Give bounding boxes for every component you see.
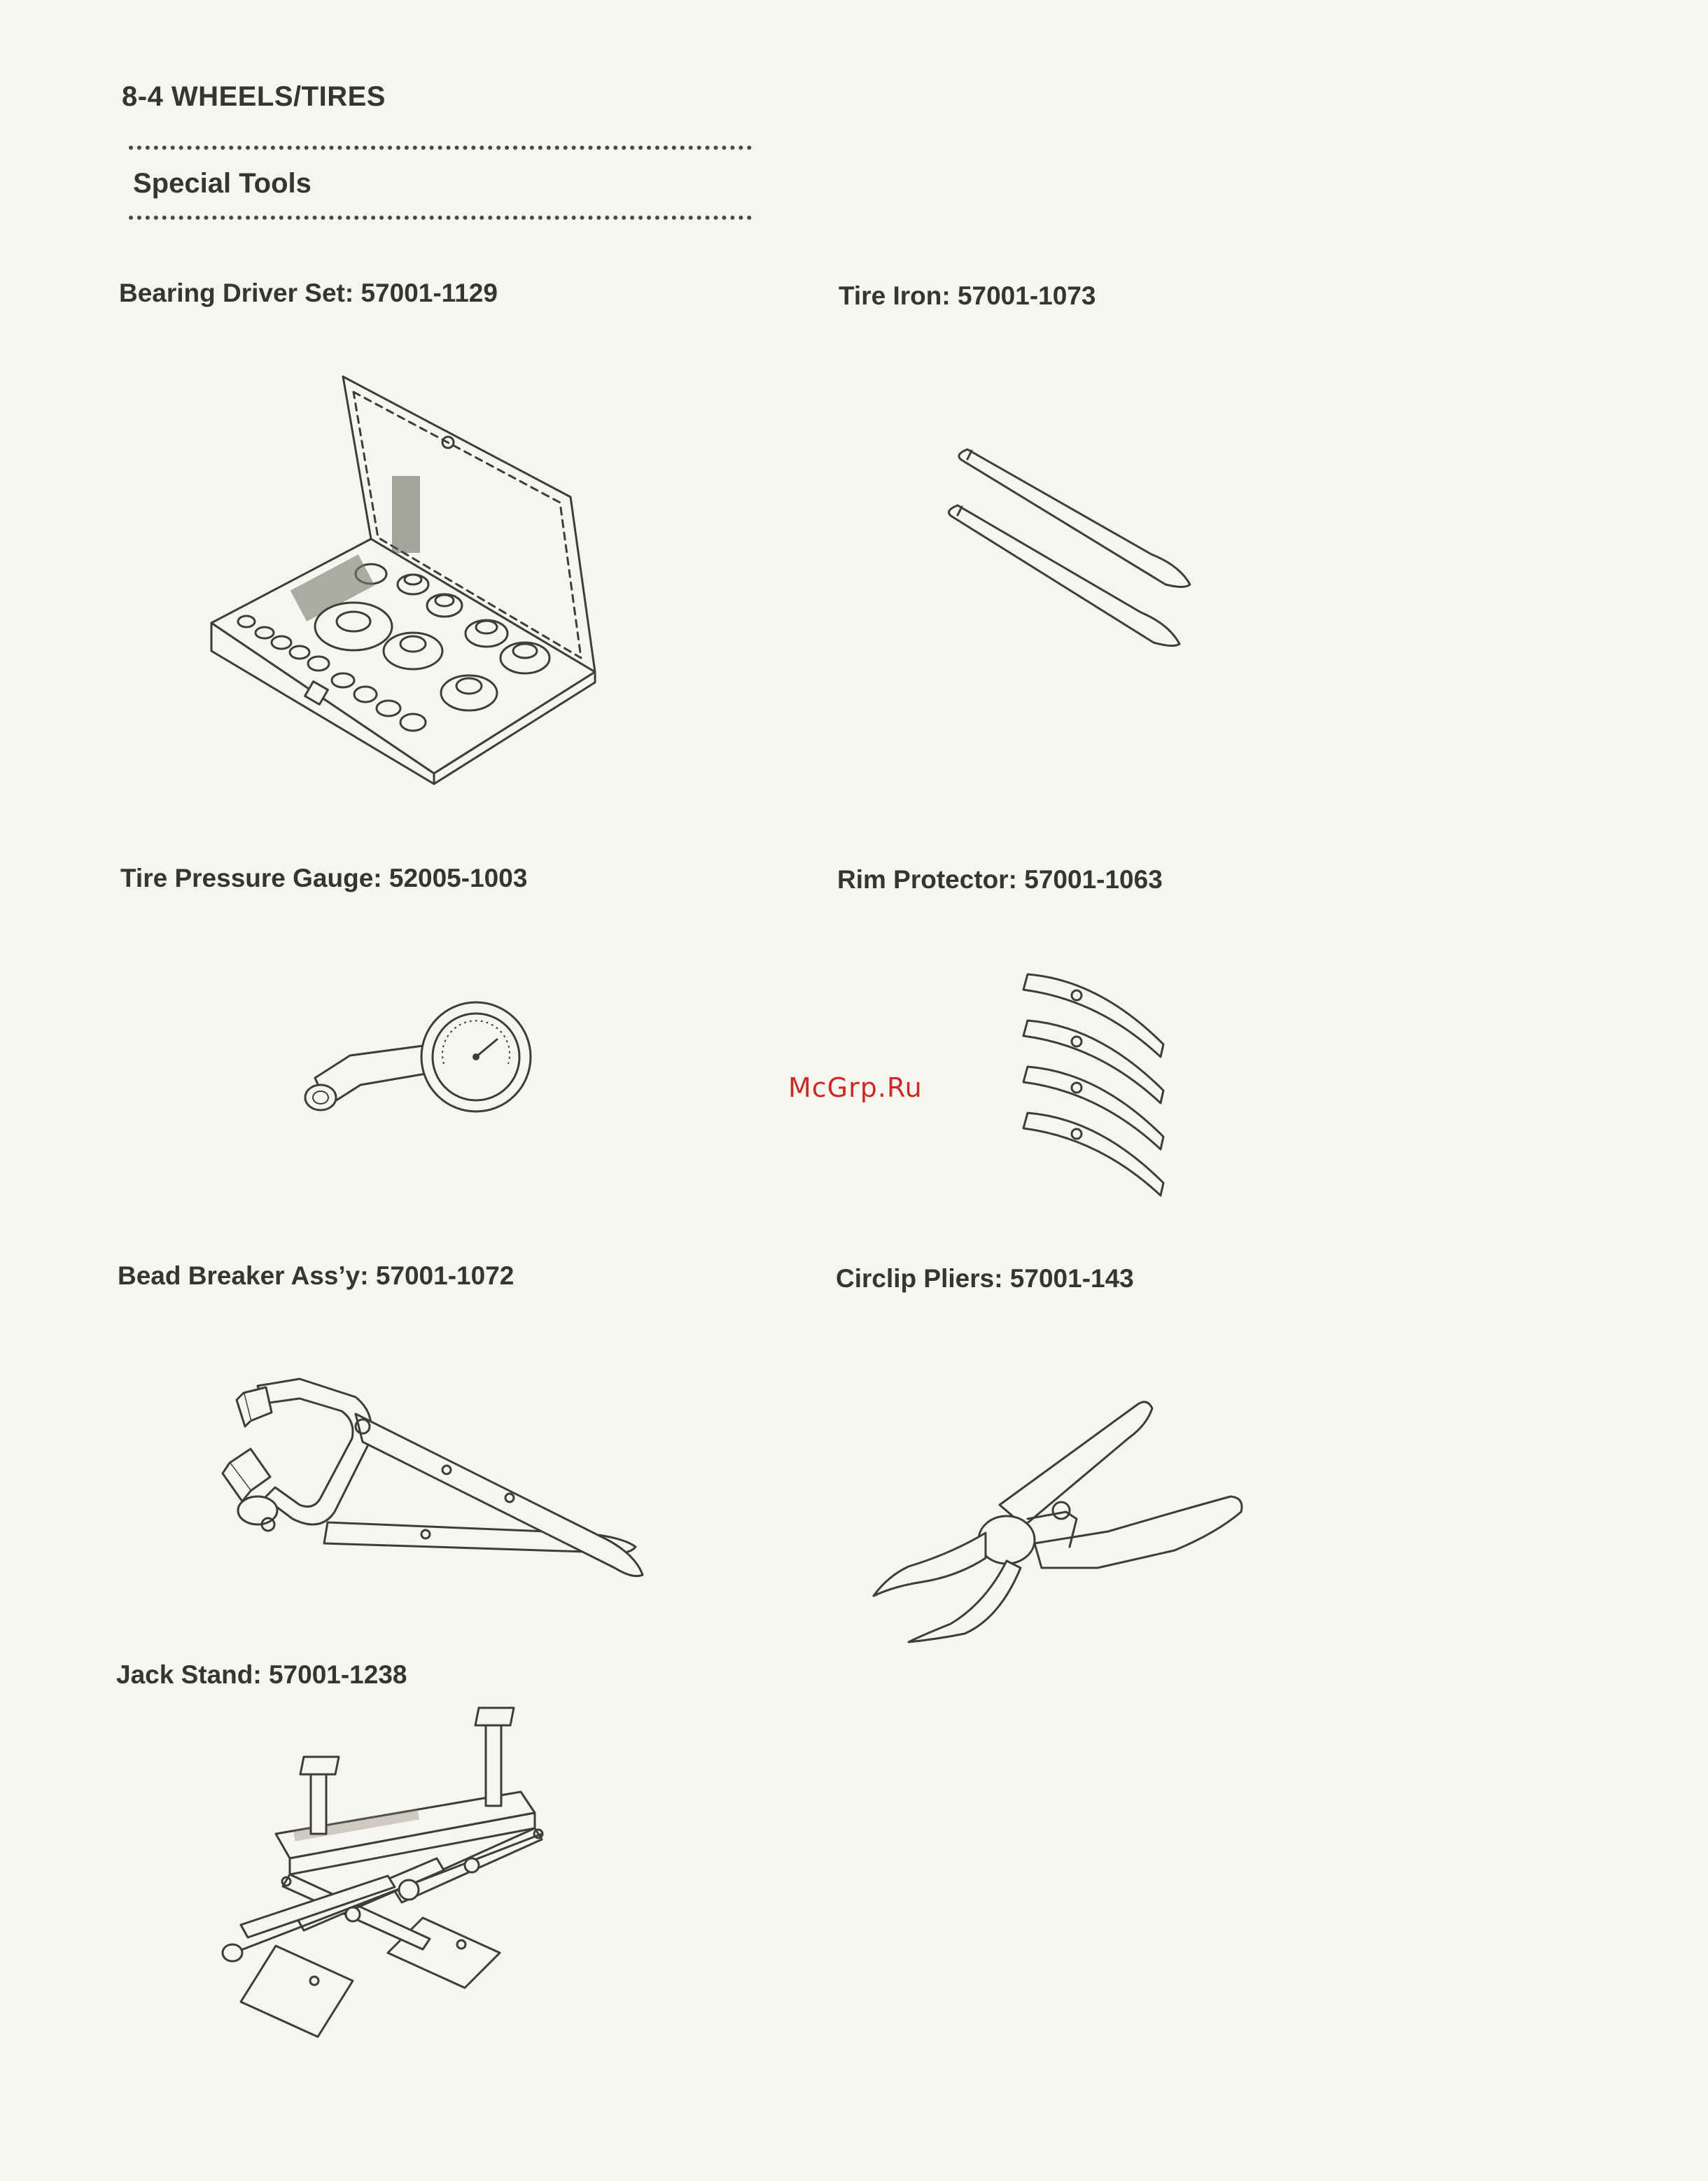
bearing-driver-set-icon <box>203 364 609 784</box>
tool-label-tire-pressure-gauge: Tire Pressure Gauge: 52005-1003 <box>120 864 528 892</box>
tool-label-bearing-driver-set: Bearing Driver Set: 57001-1129 <box>119 279 498 307</box>
tire-pressure-gauge-icon <box>294 1008 546 1120</box>
tire-iron-icon <box>938 441 1211 651</box>
page-header: 8-4 WHEELS/TIRES <box>122 81 386 112</box>
circlip-pliers-icon <box>867 1393 1259 1645</box>
tool-label-bead-breaker: Bead Breaker Ass’y: 57001-1072 <box>118 1261 514 1290</box>
bead-breaker-icon <box>216 1372 643 1582</box>
top-divider <box>129 146 752 150</box>
tool-label-tire-iron: Tire Iron: 57001-1073 <box>839 281 1096 310</box>
jack-stand-icon <box>213 1708 577 2044</box>
tool-label-circlip-pliers: Circlip Pliers: 57001-143 <box>836 1264 1134 1293</box>
section-title: Special Tools <box>133 168 312 199</box>
tool-label-jack-stand: Jack Stand: 57001-1238 <box>116 1660 407 1689</box>
watermark: McGrp.Ru <box>788 1072 923 1103</box>
rim-protector-icon <box>1015 966 1183 1197</box>
bottom-divider <box>129 216 752 220</box>
tool-label-rim-protector: Rim Protector: 57001-1063 <box>837 865 1163 894</box>
